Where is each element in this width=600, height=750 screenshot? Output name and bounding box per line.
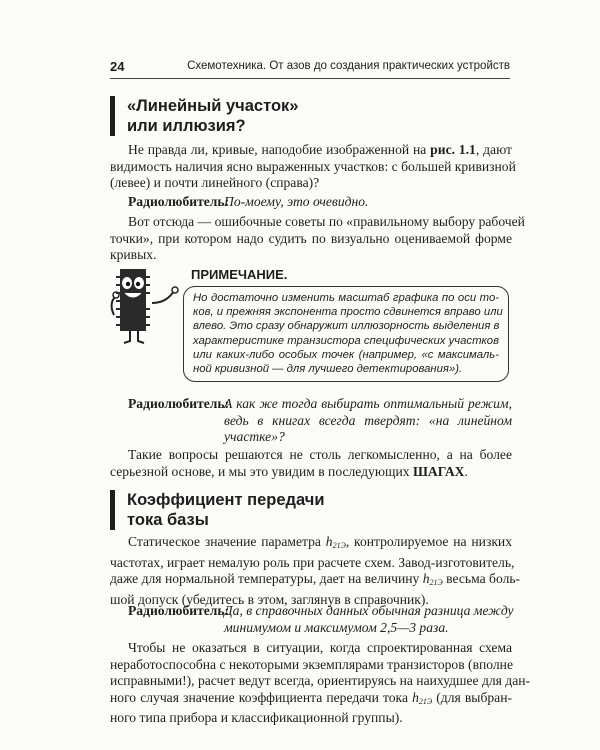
heading-line: тока базы bbox=[127, 511, 209, 529]
section-heading-linear bbox=[110, 96, 298, 136]
paragraph-4: Статическое значение параметра $h_{21Э}$, контролируемое на низких частотах, играет немалую роль при расчете схем. Завод-изготовитель, даже для нормальной температуры, дает на величину $h_{21Э}$ весьма боль- шой допуск (убедитесь в этом, заглянув в справочник). bbox=[110, 534, 521, 607]
running-title: Схемотехника. От азов до создания практических устройств bbox=[187, 60, 510, 72]
speaker-label: Радиолюбитель: bbox=[128, 603, 230, 618]
paragraph-2: Вот отсюда — ошибочные советы по «правильному выбору рабочей точки», при котором надо судить по визуально оцениваемой форме кривых. bbox=[110, 214, 525, 263]
heading-line: «Линейный участок» bbox=[127, 97, 299, 115]
page-number: 24 bbox=[110, 59, 125, 74]
page-header bbox=[110, 56, 510, 79]
note-text: Но достаточно изменить масштаб графика по оси то- ков, и прежняя экспонента просто сдвинется вправо или влево. Это сразу обнаружит иллюзорность выделения в характеристике транзистора специфических участков или каких-либо особых точек (например, «с максималь- ной кривизной — для лучшего детектирования»). bbox=[193, 292, 503, 376]
speaker-speech: По-моему, это очевидно. bbox=[224, 194, 369, 209]
section-heading-gain bbox=[110, 490, 325, 530]
paragraph-1: Не правда ли, кривые, наподобие изображенной на рис. 1.1, дают видимость наличия ясно выраженных участков: с большей кривизной (левее) и почти линейного (справа)? bbox=[110, 142, 516, 191]
speaker-speech: Да, в справочных данных обычная разница между минимумом и максимумом 2,5—3 раза. bbox=[224, 603, 514, 635]
figure-ref: рис. 1.1 bbox=[430, 142, 476, 157]
paragraph-3: Такие вопросы решаются не столь легкомысленно, а на более серьезной основе, и мы это увидим в последующих ШАГАХ. bbox=[110, 447, 512, 479]
paragraph-5: Чтобы не оказаться в ситуации, когда спроектированная схема неработоспособна с некоторыми экземплярами транзисторов (вполне исправными!), расчет ведут всегда, ориентируясь на наихудшее для дан- ного случая значение коэффициента передачи тока $h_{21Э}$ (для выбран- ного типа прибора и классификационной группы). bbox=[110, 640, 531, 726]
heading-line: или иллюзия? bbox=[127, 117, 246, 135]
steps-ref: ШАГАХ bbox=[412, 463, 465, 479]
speaker-speech: А как же тогда выбирать оптимальный режим, ведь в книгах всегда твердят: «на линейном участке»? bbox=[224, 396, 512, 445]
note-title: ПРИМЕЧАНИЕ. bbox=[191, 267, 288, 282]
chip-mascot-icon bbox=[108, 263, 186, 347]
speaker-label: Радиолюбитель: bbox=[128, 396, 230, 411]
speaker-label: Радиолюбитель: bbox=[128, 194, 230, 209]
heading-line: Коэффициент передачи bbox=[127, 491, 325, 509]
